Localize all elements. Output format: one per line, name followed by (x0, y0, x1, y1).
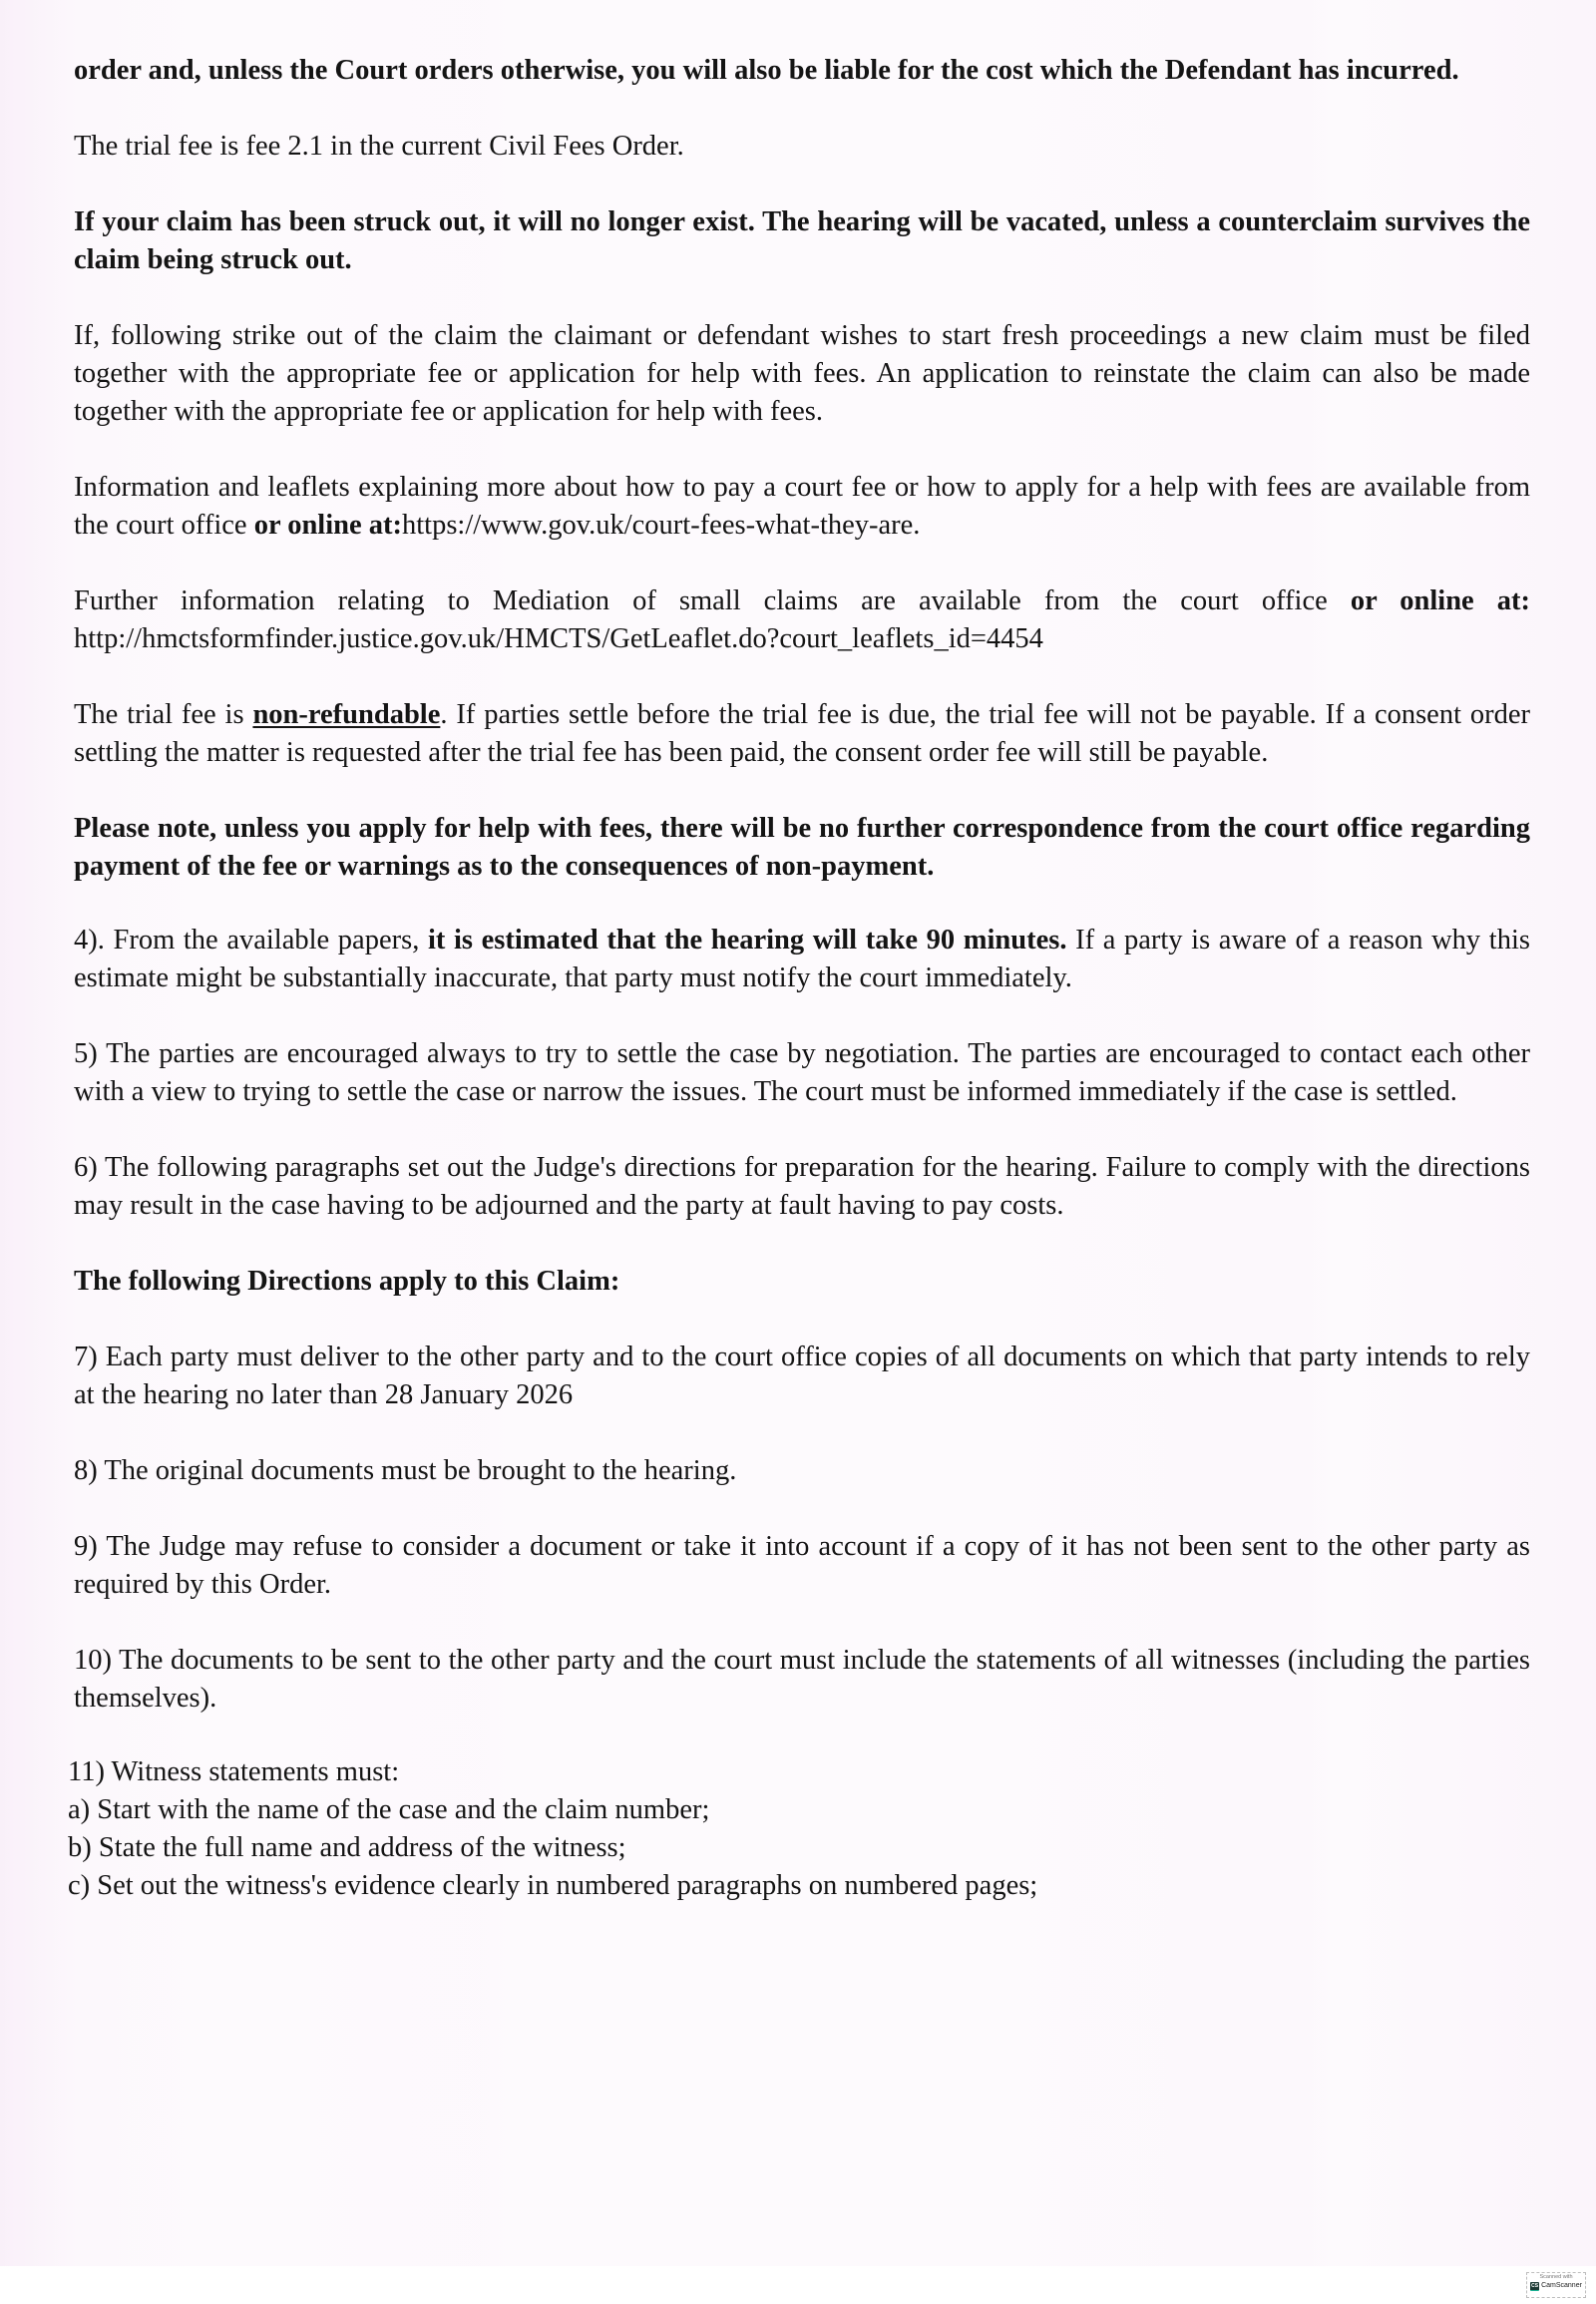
paragraph-11-witness-requirements (68, 1753, 1530, 1905)
paragraph-please-note (74, 810, 1530, 886)
paragraph-fee-leaflets (74, 469, 1530, 545)
paragraph-text: Information and leaflets explaining more about how to pay a court fee or how to apply for a help with fees are available from the court office (74, 472, 1530, 541)
list-item: a) Start with the name of the case and the claim number; (68, 1794, 710, 1825)
non-refundable-emphasis: non-refundable (252, 699, 441, 730)
paragraph-costs-liability (74, 52, 1530, 90)
paragraph-text: If your claim has been struck out, it will no longer exist. The hearing will be vacated, unless a counterclaim survives the claim being struck out. (74, 206, 1530, 275)
paragraph-text: 6) The following paragraphs set out the Judge's directions for preparation for the hearing. Failure to comply with the directions may result in the case having to be adjourned and the party at fault having to pay costs. (74, 1152, 1530, 1221)
court-fees-link[interactable]: https://www.gov.uk/court-fees-what-they-are. (402, 510, 921, 541)
paragraph-10-witness-statements (74, 1642, 1530, 1718)
watermark-brand: CamScanner (1541, 2282, 1582, 2289)
camscanner-logo-icon: CS (1531, 2282, 1539, 2289)
online-at-label: or online at: (253, 510, 402, 541)
paragraph-5-settlement (74, 1035, 1530, 1111)
paragraph-6-directions-intro (74, 1149, 1530, 1225)
paragraph-text: Further information relating to Mediation of small claims are available from the court office (74, 585, 1351, 616)
paragraph-text: 4). From the available papers, (74, 925, 428, 956)
paragraph-text: order and, unless the Court orders otherwise, you will also be liable for the cost which the Defendant has incurred. (74, 55, 1459, 86)
paragraph-text: The trial fee is fee 2.1 in the current Civil Fees Order. (74, 131, 684, 162)
hearing-estimate-emphasis: it is estimated that the hearing will take 90 minutes. (427, 925, 1067, 956)
mediation-leaflet-link[interactable]: http://hmctsformfinder.justice.gov.uk/HMCTS/GetLeaflet.do?court_leaflets_id=4454 (74, 623, 1043, 654)
paragraph-text: Please note, unless you apply for help with fees, there will be no further correspondence from the court office regarding payment of the fee or warnings as to the consequences of non-payment. (74, 813, 1530, 882)
paragraph-mediation (74, 582, 1530, 658)
paragraph-text: . If parties settle before the trial fee is due, the trial fee will not be payable. If a consent order settling the matter is requested after the trial fee has been paid, the consent order fee will still be payable. (74, 699, 1530, 768)
paragraph-9-refuse-document (74, 1528, 1530, 1604)
document-body (68, 52, 1530, 1905)
paragraph-text: 8) The original documents must be brought to the hearing. (74, 1455, 737, 1486)
paragraph-text: If, following strike out of the claim the claimant or defendant wishes to start fresh proceedings a new claim must be filed together with the appropriate fee or application for help with fees. An application to reinstate the claim can also be made together with the appropriate fee or application for help with fees. (74, 320, 1530, 427)
paragraph-text: If a party is aware of a reason why this estimate might be substantially inaccurate, that party must notify the court immediately. (74, 925, 1530, 993)
paragraph-trial-fee (74, 128, 1530, 166)
camscanner-watermark (1526, 2272, 1586, 2298)
paragraph-fresh-proceedings (74, 317, 1530, 431)
heading-text: The following Directions apply to this Claim: (74, 1266, 620, 1297)
list-intro: 11) Witness statements must: (68, 1756, 400, 1787)
directions-heading (74, 1263, 1530, 1301)
paragraph-struck-out (74, 203, 1530, 279)
list-item: b) State the full name and address of the witness; (68, 1832, 626, 1863)
list-item: c) Set out the witness's evidence clearly in numbered paragraphs on numbered pages; (68, 1870, 1038, 1901)
watermark-caption: Scanned with (1539, 2274, 1573, 2280)
paragraph-text: 5) The parties are encouraged always to try to settle the case by negotiation. The parties are encouraged to contact each other with a view to trying to settle the case or narrow the issues. The court must be informed immediately if the case is settled. (74, 1038, 1530, 1107)
paragraph-4-hearing-estimate (74, 922, 1530, 997)
paragraph-text: The trial fee is (74, 699, 253, 730)
paragraph-text: 9) The Judge may refuse to consider a document or take it into account if a copy of it has not been sent to the other party as required by this Order. (74, 1531, 1530, 1600)
paragraph-7-deliver-documents (74, 1339, 1530, 1414)
paragraph-8-original-documents (74, 1452, 1530, 1490)
paragraph-text: 10) The documents to be sent to the other party and the court must include the statements of all witnesses (including the parties themselves). (74, 1645, 1530, 1714)
online-at-label: or online at: (1350, 585, 1530, 616)
paragraph-text: 7) Each party must deliver to the other party and to the court office copies of all documents on which that party intends to rely at the hearing no later than 28 January 2026 (74, 1342, 1530, 1410)
paragraph-non-refundable (74, 696, 1530, 772)
